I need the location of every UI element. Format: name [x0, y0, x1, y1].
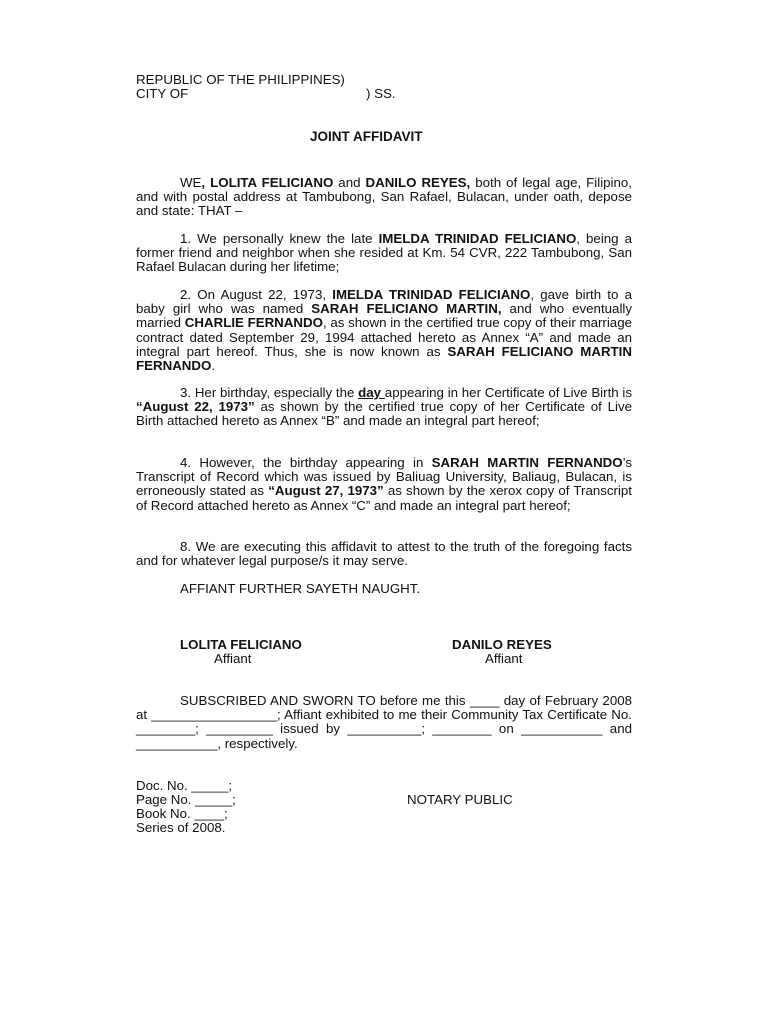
paragraph-item-4: 4. However, the birthday appearing in SARAH MARTIN FERNANDO’s Transcript of Record which was issued by Baliuag University, Baliaug, Bulacan, is erroneously stated as “August 27, 1973” as shown by the xerox copy of Transcript of Record attached hereto as Annex “C” and made an integral part hereof;	[136, 455, 632, 513]
venue-line-city: CITY OF	[136, 86, 189, 101]
paragraph-item-2: 2. On August 22, 1973, IMELDA TRINIDAD FELICIANO, gave birth to a baby girl who was named SARAH FELICIANO MARTIN, and who eventually married CHARLIE FERNANDO, as shown in the certified true copy of their marriage contract dated September 29, 1994 attached hereto as Annex “A” and made an integral part hereof. Thus, she is now known as SARAH FELICIANO MARTIN FERNANDO.	[136, 287, 632, 374]
signatory-name-2: DANILO REYES	[452, 637, 552, 652]
jurat-paragraph: SUBSCRIBED AND SWORN TO before me this ____ day of February 2008 at _________________; Affiant exhibited to me their Community Tax Certificate No. ________; _________ issued by __________; ________ on ___________ and ___________, respectively.	[136, 693, 632, 751]
venue-ss: ) SS.	[366, 86, 396, 101]
closing-statement: AFFIANT FURTHER SAYETH NAUGHT.	[180, 581, 421, 596]
book-number: Book No. ____;	[136, 806, 228, 821]
page-number: Page No. _____;	[136, 792, 236, 807]
document-title: JOINT AFFIDAVIT	[310, 129, 423, 144]
paragraph-item-3: 3. Her birthday, especially the day appearing in her Certificate of Live Birth is “August 22, 1973” as shown by the certified true copy of her Certificate of Live Birth attached hereto as Annex “B” and made an integral part hereof;	[136, 385, 633, 429]
series-year: Series of 2008.	[136, 820, 226, 835]
paragraph-item-1: 1. We personally knew the late IMELDA TRINIDAD FELICIANO, being a former friend and neighbor when she resided at Km. 54 CVR, 222 Tambubong, San Rafael Bulacan during her lifetime;	[136, 231, 632, 275]
venue-line-republic: REPUBLIC OF THE PHILIPPINES)	[136, 72, 345, 87]
notary-public-label: NOTARY PUBLIC	[407, 792, 513, 807]
signatory-name-1: LOLITA FELICIANO	[180, 637, 302, 652]
doc-number: Doc. No. _____;	[136, 778, 233, 793]
intro-paragraph: WE, LOLITA FELICIANO and DANILO REYES, both of legal age, Filipino, and with postal address at Tambubong, San Rafael, Bulacan, under oath, depose and state: THAT –	[136, 175, 632, 219]
signatory-role-2: Affiant	[485, 651, 523, 666]
signatory-role-1: Affiant	[214, 651, 252, 666]
paragraph-item-8: 8. We are executing this affidavit to attest to the truth of the foregoing facts and for whatever legal purpose/s it may serve.	[136, 539, 632, 569]
